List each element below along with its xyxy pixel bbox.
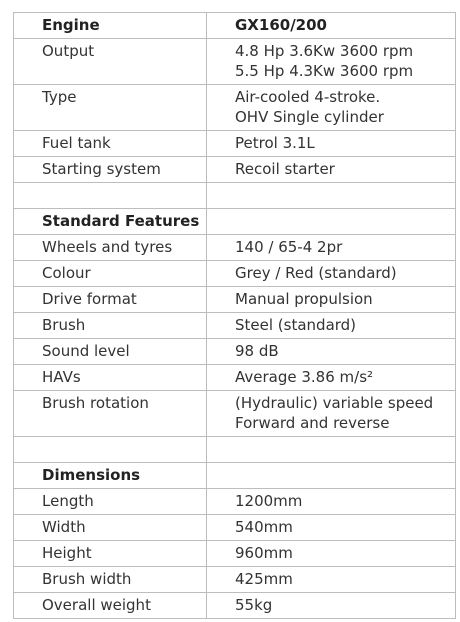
spec-label: Type xyxy=(14,85,207,131)
spec-value-line: Forward and reverse xyxy=(235,414,390,432)
spec-value-line: 960mm xyxy=(235,544,293,562)
spacer-row xyxy=(14,437,456,463)
spec-value-line: Petrol 3.1L xyxy=(235,134,315,152)
spec-value-line: 98 dB xyxy=(235,342,279,360)
spec-row xyxy=(14,287,456,313)
spec-value xyxy=(207,541,456,567)
spec-value xyxy=(207,85,456,131)
spec-value xyxy=(207,567,456,593)
spec-label: Output xyxy=(14,39,207,85)
spec-label: Fuel tank xyxy=(14,131,207,157)
spec-value xyxy=(207,261,456,287)
spec-label: Drive format xyxy=(14,287,207,313)
spec-row xyxy=(14,365,456,391)
spec-value-line: Average 3.86 m/s² xyxy=(235,368,374,386)
spec-value xyxy=(207,235,456,261)
spec-value-line: 140 / 65-4 2pr xyxy=(235,238,343,256)
spec-value xyxy=(207,131,456,157)
spec-row xyxy=(14,235,456,261)
spec-value xyxy=(207,313,456,339)
spec-label: HAVs xyxy=(14,365,207,391)
spec-value xyxy=(207,515,456,541)
spec-value xyxy=(207,391,456,437)
spec-value-line: 55kg xyxy=(235,596,273,614)
spec-value xyxy=(207,39,456,85)
spec-row xyxy=(14,39,456,85)
spec-label: Height xyxy=(14,541,207,567)
spec-value xyxy=(207,339,456,365)
spec-row xyxy=(14,391,456,437)
spec-row xyxy=(14,593,456,619)
spec-value-line: 4.8 Hp 3.6Kw 3600 rpm xyxy=(235,42,414,60)
spec-label: Width xyxy=(14,515,207,541)
spec-label: Sound level xyxy=(14,339,207,365)
spec-value-line: 540mm xyxy=(235,518,293,536)
spec-value xyxy=(207,13,456,39)
spec-label: Overall weight xyxy=(14,593,207,619)
spec-table-body xyxy=(14,13,456,619)
spec-value xyxy=(207,463,456,489)
spec-value-line: OHV Single cylinder xyxy=(235,108,384,126)
spec-value-line: Recoil starter xyxy=(235,160,335,178)
section-header-row xyxy=(14,463,456,489)
spec-label: Engine xyxy=(14,13,207,39)
spec-row xyxy=(14,339,456,365)
spec-label: Brush xyxy=(14,313,207,339)
spec-value xyxy=(207,489,456,515)
spec-value xyxy=(207,157,456,183)
spec-label xyxy=(14,437,207,463)
section-header-row xyxy=(14,13,456,39)
spec-label xyxy=(14,183,207,209)
spec-row xyxy=(14,261,456,287)
spec-value-line: 1200mm xyxy=(235,492,303,510)
spec-row xyxy=(14,131,456,157)
spec-value-line: Air-cooled 4-stroke. xyxy=(235,88,381,106)
spec-label: Dimensions xyxy=(14,463,207,489)
spec-value-line: Steel (standard) xyxy=(235,316,357,334)
spec-value xyxy=(207,593,456,619)
section-header-row xyxy=(14,209,456,235)
spec-row xyxy=(14,85,456,131)
spec-label: Starting system xyxy=(14,157,207,183)
spec-value-line: Grey / Red (standard) xyxy=(235,264,397,282)
spec-value-line: (Hydraulic) variable speed xyxy=(235,394,434,412)
spec-value xyxy=(207,365,456,391)
spec-row xyxy=(14,157,456,183)
spec-value-line: Manual propulsion xyxy=(235,290,373,308)
spacer-row xyxy=(14,183,456,209)
spec-value-line: 425mm xyxy=(235,570,293,588)
spec-value xyxy=(207,287,456,313)
spec-label: Brush rotation xyxy=(14,391,207,437)
spec-label: Brush width xyxy=(14,567,207,593)
spec-row xyxy=(14,489,456,515)
spec-table xyxy=(13,12,456,619)
spec-value xyxy=(207,437,456,463)
spec-value-line: GX160/200 xyxy=(235,16,327,34)
spec-row xyxy=(14,313,456,339)
spec-label: Standard Features xyxy=(14,209,207,235)
spec-label: Length xyxy=(14,489,207,515)
spec-row xyxy=(14,515,456,541)
spec-value xyxy=(207,183,456,209)
spec-label: Wheels and tyres xyxy=(14,235,207,261)
spec-row xyxy=(14,567,456,593)
spec-value xyxy=(207,209,456,235)
spec-label: Colour xyxy=(14,261,207,287)
spec-row xyxy=(14,541,456,567)
spec-value-line: 5.5 Hp 4.3Kw 3600 rpm xyxy=(235,62,414,80)
